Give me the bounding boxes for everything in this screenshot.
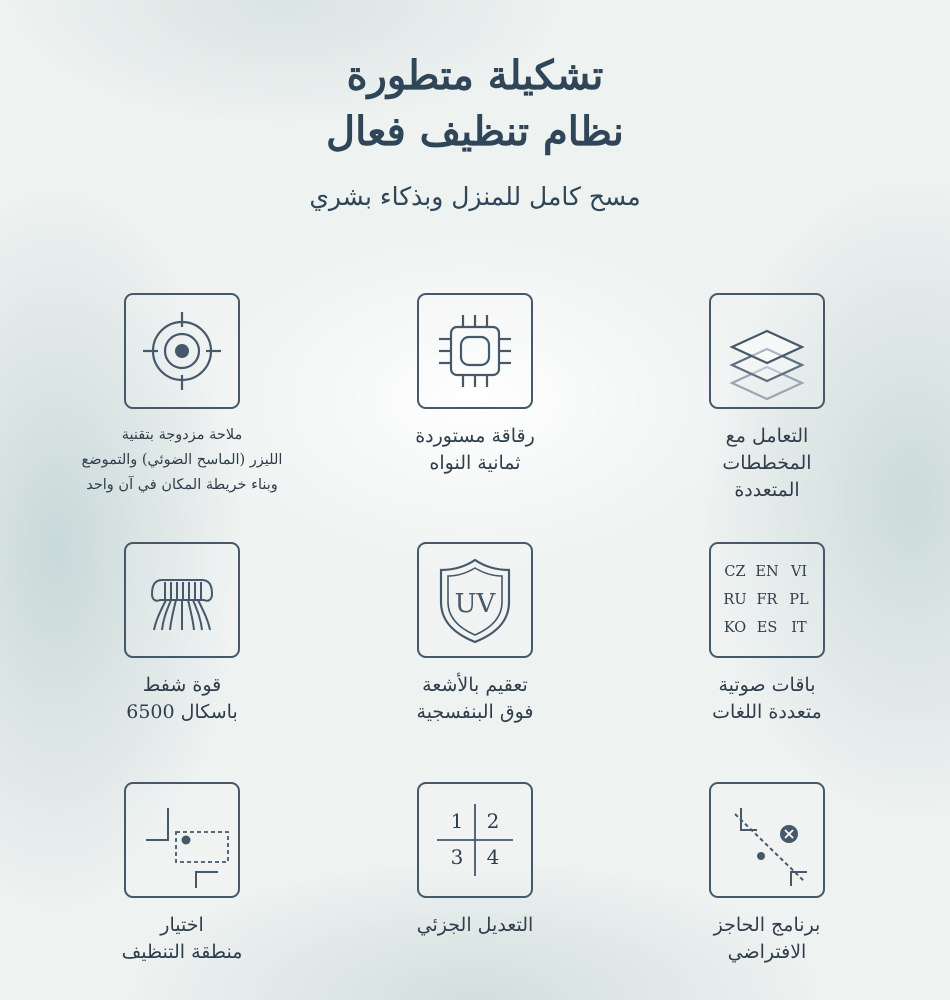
language-code: IT	[791, 620, 807, 636]
label-line: رقاقة مستوردة	[415, 425, 535, 447]
chip-icon	[417, 293, 533, 409]
feature-lidar-navigation	[47, 293, 317, 498]
zone-number: 2	[486, 809, 500, 833]
feature-partial-edit	[340, 782, 610, 939]
label-line: متعددة اللغات	[712, 701, 822, 723]
zone-number: 1	[450, 809, 464, 833]
label-line: تعقيم بالأشعة	[422, 674, 528, 696]
label-line: ملاحة مزدوجة بتقنية	[121, 427, 243, 443]
label-line: اختيار	[160, 914, 204, 936]
page-subtitle: مسح كامل للمنزل وبذكاء بشري	[309, 182, 641, 211]
feature-label	[632, 672, 902, 726]
layers-icon	[709, 293, 825, 409]
languages-icon	[709, 542, 825, 658]
feature-label	[632, 912, 902, 966]
feature-label	[340, 912, 610, 939]
suction-brush-icon	[124, 542, 240, 658]
label-line: التعامل مع	[725, 425, 809, 447]
label-line: وبناء خريطة المكان في آن واحد	[86, 477, 278, 493]
feature-chip	[340, 293, 610, 477]
hero-header	[0, 48, 950, 211]
page-title	[0, 48, 950, 160]
features-grid	[0, 293, 950, 1000]
label-line: منطقة التنظيف	[121, 941, 243, 963]
feature-label	[47, 912, 317, 966]
zone-number: 4	[486, 845, 500, 869]
feature-suction-power	[47, 542, 317, 726]
label-line: المتعددة	[734, 479, 800, 501]
label-line: الافتراضي	[727, 941, 807, 963]
label-line: المخططات	[722, 452, 812, 474]
language-codes	[719, 564, 815, 636]
feature-label	[632, 423, 902, 504]
feature-multi-map	[632, 293, 902, 504]
label-line: ثمانية النواه	[429, 452, 521, 474]
feature-label	[340, 672, 610, 726]
label-line: التعديل الجزئي	[416, 914, 534, 936]
title-line-1: تشكيلة متطورة	[346, 52, 604, 99]
uv-text: UV	[454, 589, 496, 619]
feature-area-select	[47, 782, 317, 966]
feature-uv-sterilization	[340, 542, 610, 726]
language-code: KO	[723, 620, 747, 636]
language-code: RU	[723, 592, 747, 608]
feature-label	[340, 423, 610, 477]
title-line-2: نظام تنظيف فعال	[326, 108, 624, 155]
feature-label	[47, 423, 317, 498]
label-line: الليزر (الماسح الضوئي) والتموضع	[81, 452, 283, 468]
target-icon	[124, 293, 240, 409]
uv-shield-icon	[417, 542, 533, 658]
label-line: باسكال 6500	[126, 701, 238, 723]
feature-label	[47, 672, 317, 726]
language-code: CZ	[724, 564, 746, 580]
label-line: قوة شفط	[142, 674, 222, 696]
area-select-icon	[124, 782, 240, 898]
feature-virtual-barrier	[632, 782, 902, 966]
label-line: فوق البنفسجية	[416, 701, 534, 723]
language-code: ES	[756, 620, 778, 636]
zone-number: 3	[450, 845, 464, 869]
zone-edit-icon	[417, 782, 533, 898]
label-line: برنامج الحاجز	[713, 914, 821, 936]
language-code: PL	[789, 592, 809, 608]
language-code: VI	[790, 564, 808, 580]
virtual-barrier-icon	[709, 782, 825, 898]
language-code: FR	[756, 592, 778, 608]
feature-voice-packs	[632, 542, 902, 726]
language-code: EN	[755, 564, 779, 580]
label-line: باقات صوتية	[718, 674, 816, 696]
